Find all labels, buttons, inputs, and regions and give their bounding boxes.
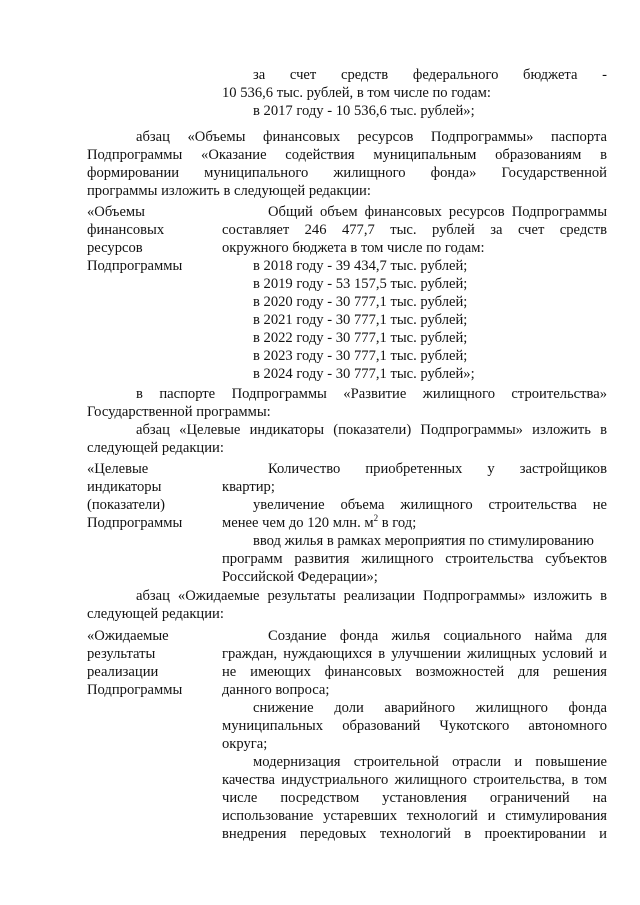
top-line-1a: за счет средств федерального бюджета - — [253, 67, 607, 83]
table1-year-2023: в 2023 году - 30 777,1 тыс. рублей; — [253, 348, 468, 364]
table3-label-2: результаты — [87, 646, 156, 662]
table1-year-2022: в 2022 году - 30 777,1 тыс. рублей; — [253, 330, 468, 346]
table1-year-2024: в 2024 году - 30 777,1 тыс. рублей»; — [253, 366, 475, 382]
para2-line-1: в паспорте Подпрограммы «Развитие жилищного строительства» — [136, 386, 607, 402]
para2-line-4: следующей редакции: — [87, 440, 224, 456]
table1-line-2: составляет 246 477,7 тыс. рублей за счет средств — [222, 222, 607, 238]
table1-label — [87, 203, 215, 275]
table2-label — [87, 460, 215, 532]
table2-line-6: программ развития жилищного строительства субъектов — [222, 551, 607, 567]
table1-year-2018: в 2018 году - 39 434,7 тыс. рублей; — [253, 258, 468, 274]
para3-line-2: следующей редакции: — [87, 606, 224, 622]
table3-line-1: Создание фонда жилья социального найма для — [268, 628, 607, 644]
table2-content — [222, 460, 607, 586]
table1-year-2019: в 2019 году - 53 157,5 тыс. рублей; — [253, 276, 468, 292]
table-2 — [0, 460, 640, 585]
table3-line-12: внедрения передовых технологий в проектировании и — [222, 826, 607, 842]
para1-line-1: абзац «Объемы финансовых ресурсов Подпрограммы» паспорта — [136, 129, 607, 145]
table3-label — [87, 627, 215, 699]
table1-label-2: финансовых — [87, 222, 165, 238]
table2-superscript: 2 — [373, 513, 379, 524]
table1-label-3: ресурсов — [87, 240, 143, 256]
para2-line-3: абзац «Целевые индикаторы (показатели) Подпрограммы» изложить в — [136, 422, 607, 438]
table2-line-2: квартир; — [222, 479, 275, 495]
paragraph-3 — [87, 587, 607, 623]
table2-label-2: индикаторы — [87, 479, 162, 495]
table2-line-5: ввод жилья в рамках мероприятия по стимулированию — [253, 533, 594, 549]
para1-line-2: Подпрограммы «Оказание содействия муниципальным образованиям в — [87, 147, 607, 163]
table1-line-3: окружного бюджета в том числе по годам: — [222, 240, 485, 256]
table1-content — [222, 203, 607, 383]
table2-line-1: Количество приобретенных у застройщиков — [268, 461, 607, 477]
table-1 — [0, 203, 640, 383]
paragraph-1 — [87, 128, 607, 200]
table3-label-4: Подпрограммы — [87, 682, 183, 698]
table2-label-1: «Целевые — [87, 461, 149, 477]
table2-area-unit: в год; — [378, 515, 417, 531]
table1-label-1: «Объемы — [87, 204, 145, 220]
table3-label-3: реализации — [87, 664, 159, 680]
table2-label-4: Подпрограммы — [87, 515, 183, 531]
para1-line-4: программы изложить в следующей редакции: — [87, 183, 371, 199]
table1-line-1: Общий объем финансовых ресурсов Подпрограммы — [268, 204, 607, 220]
top-fragment — [222, 66, 607, 120]
table-3 — [0, 627, 640, 847]
table1-year-2020: в 2020 году - 30 777,1 тыс. рублей; — [253, 294, 468, 310]
table1-label-4: Подпрограммы — [87, 258, 183, 274]
paragraph-2 — [87, 385, 607, 457]
table3-content — [222, 627, 607, 843]
table3-line-5: снижение доли аварийного жилищного фонда — [253, 700, 607, 716]
table2-label-3: (показатели) — [87, 497, 165, 513]
table2-area-text: менее чем до 120 млн. м — [222, 515, 374, 531]
table3-line-10: числе посредством установления ограничений на — [222, 790, 607, 806]
table3-line-8: модернизация строительной отрасли и повышение — [253, 754, 607, 770]
table3-line-3: не имеющих финансовых возможностей для решения — [222, 664, 607, 680]
table3-label-1: «Ожидаемые — [87, 628, 169, 644]
para3-line-1: абзац «Ожидаемые результаты реализации Подпрограммы» изложить в — [136, 588, 607, 604]
table3-line-11: использование устаревших технологий и стимулирования — [222, 808, 607, 824]
table1-year-2021: в 2021 году - 30 777,1 тыс. рублей; — [253, 312, 468, 328]
para2-line-2: Государственной программы: — [87, 404, 271, 420]
table2-line-4 — [222, 514, 607, 532]
table3-line-6: муниципальных образований Чукотского автономного — [222, 718, 607, 734]
top-line-1b: 10 536,6 тыс. рублей, в том числе по годам: — [222, 85, 491, 101]
table3-line-4: данного вопроса; — [222, 682, 330, 698]
table2-line-3: увеличение объема жилищного строительства не — [253, 497, 607, 513]
top-line-2: в 2017 году - 10 536,6 тыс. рублей»; — [253, 103, 475, 119]
para1-line-3: формировании муниципального жилищного фонда» Государственной — [87, 165, 607, 181]
table3-line-2: граждан, нуждающихся в улучшении жилищных условий и — [222, 646, 607, 662]
table2-line-7: Российской Федерации»; — [222, 569, 378, 585]
table3-line-9: качества индустриального жилищного строительства, в том — [222, 772, 607, 788]
table3-line-7: округа; — [222, 736, 268, 752]
